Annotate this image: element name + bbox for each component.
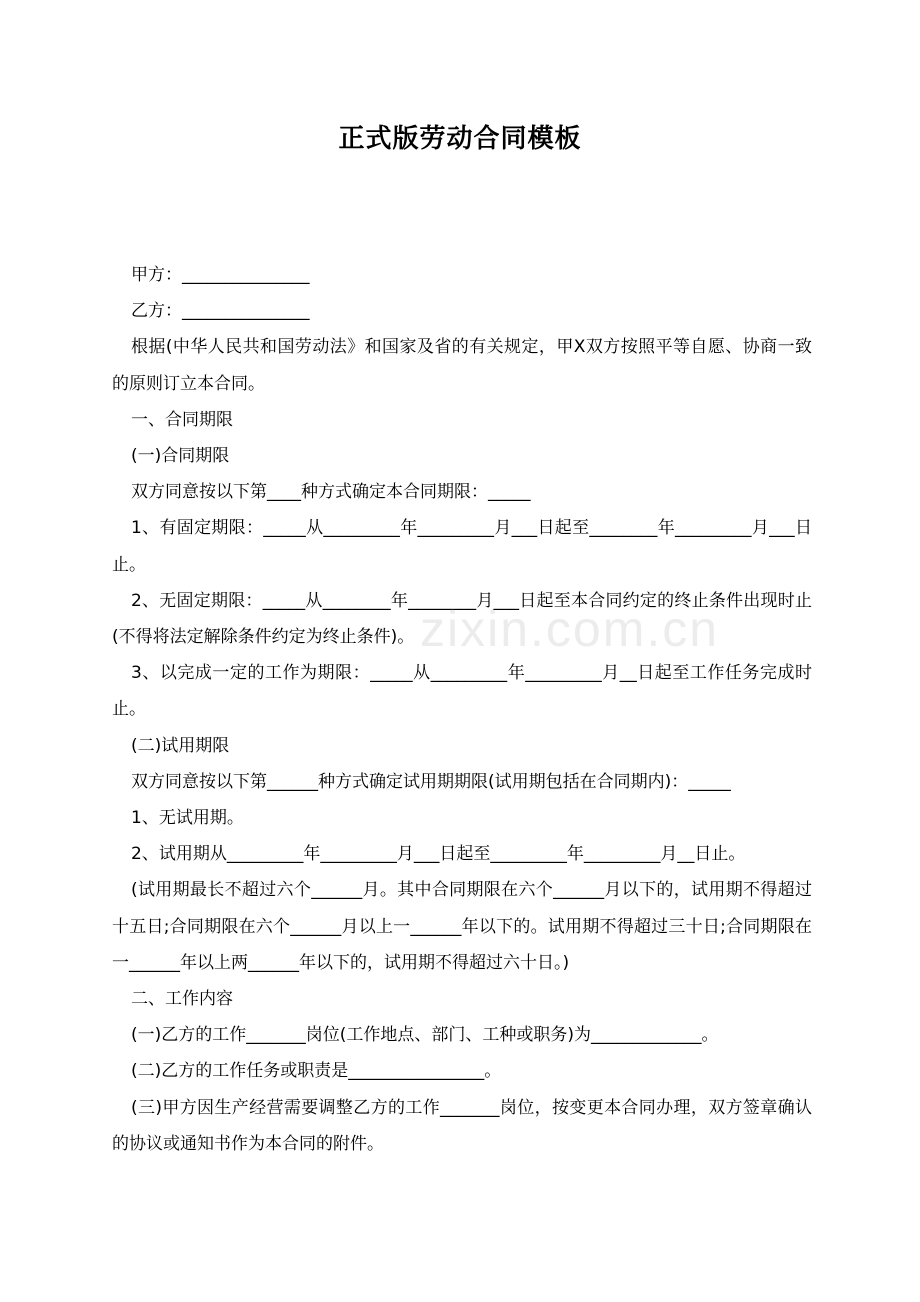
subsection-heading-contract-term: (一)合同期限 xyxy=(131,446,230,467)
probation-period-clause: 2、试用期从_________年_________月___日起至_________年_________月__日止。 xyxy=(131,844,746,865)
open-term-clause: 2、无固定期限：_____从________年________月___日起至本合同约定的终止条件出现时止(不得将法定解除条件约定为终止条件)。 xyxy=(112,590,812,648)
probation-limit-note: (试用期最长不超过六个______月。其中合同期限在六个______月以下的，试用期不得超过十五日;合同期限在六个______月以上一______年以下的。试用期不得超过三十日;合同期限在一______年以上两______年以下的，试用期不得超过六十日。) xyxy=(112,880,812,973)
party-b-line: 乙方：_______________ xyxy=(131,301,310,322)
no-probation-clause: 1、无试用期。 xyxy=(131,808,244,829)
document-body xyxy=(112,257,812,1162)
fixed-term-clause: 1、有固定期限：_____从_________年_________月___日起至________年_________月___日止。 xyxy=(112,518,812,575)
subsection-heading-probation: (二)试用期限 xyxy=(131,735,230,756)
party-a-line: 甲方：_______________ xyxy=(131,265,310,285)
position-change-clause: (三)甲方因生产经营需要调整乙方的工作_______岗位，按变更本合同办理，双方签章确认的协议或通知书作为本合同的附件。 xyxy=(112,1097,812,1154)
probation-method-line: 双方同意按以下第______种方式确定试用期期限(试用期包括在合同期内)：_____ xyxy=(131,771,731,792)
work-duty-clause: (二)乙方的工作任务或职责是________________。 xyxy=(131,1061,502,1082)
term-method-line: 双方同意按以下第____种方式确定本合同期限：_____ xyxy=(131,482,531,503)
preamble-paragraph: 根据(中华人民共和国劳动法》和国家及省的有关规定，甲X双方按照平等自愿、协商一致的原则订立本合同。 xyxy=(112,337,812,394)
section-heading-contract-term: 一、合同期限 xyxy=(131,409,233,430)
watermark: zixin.com.cn xyxy=(420,601,720,657)
work-position-clause: (一)乙方的工作_______岗位(工作地点、部门、工种或职务)为_____________。 xyxy=(131,1025,719,1046)
document-title: 正式版劳动合同模板 xyxy=(338,124,582,154)
section-heading-work-content: 二、工作内容 xyxy=(131,989,233,1010)
task-term-clause: 3、以完成一定的工作为期限：_____从_________年_________月__日起至工作任务完成时止。 xyxy=(112,663,812,720)
